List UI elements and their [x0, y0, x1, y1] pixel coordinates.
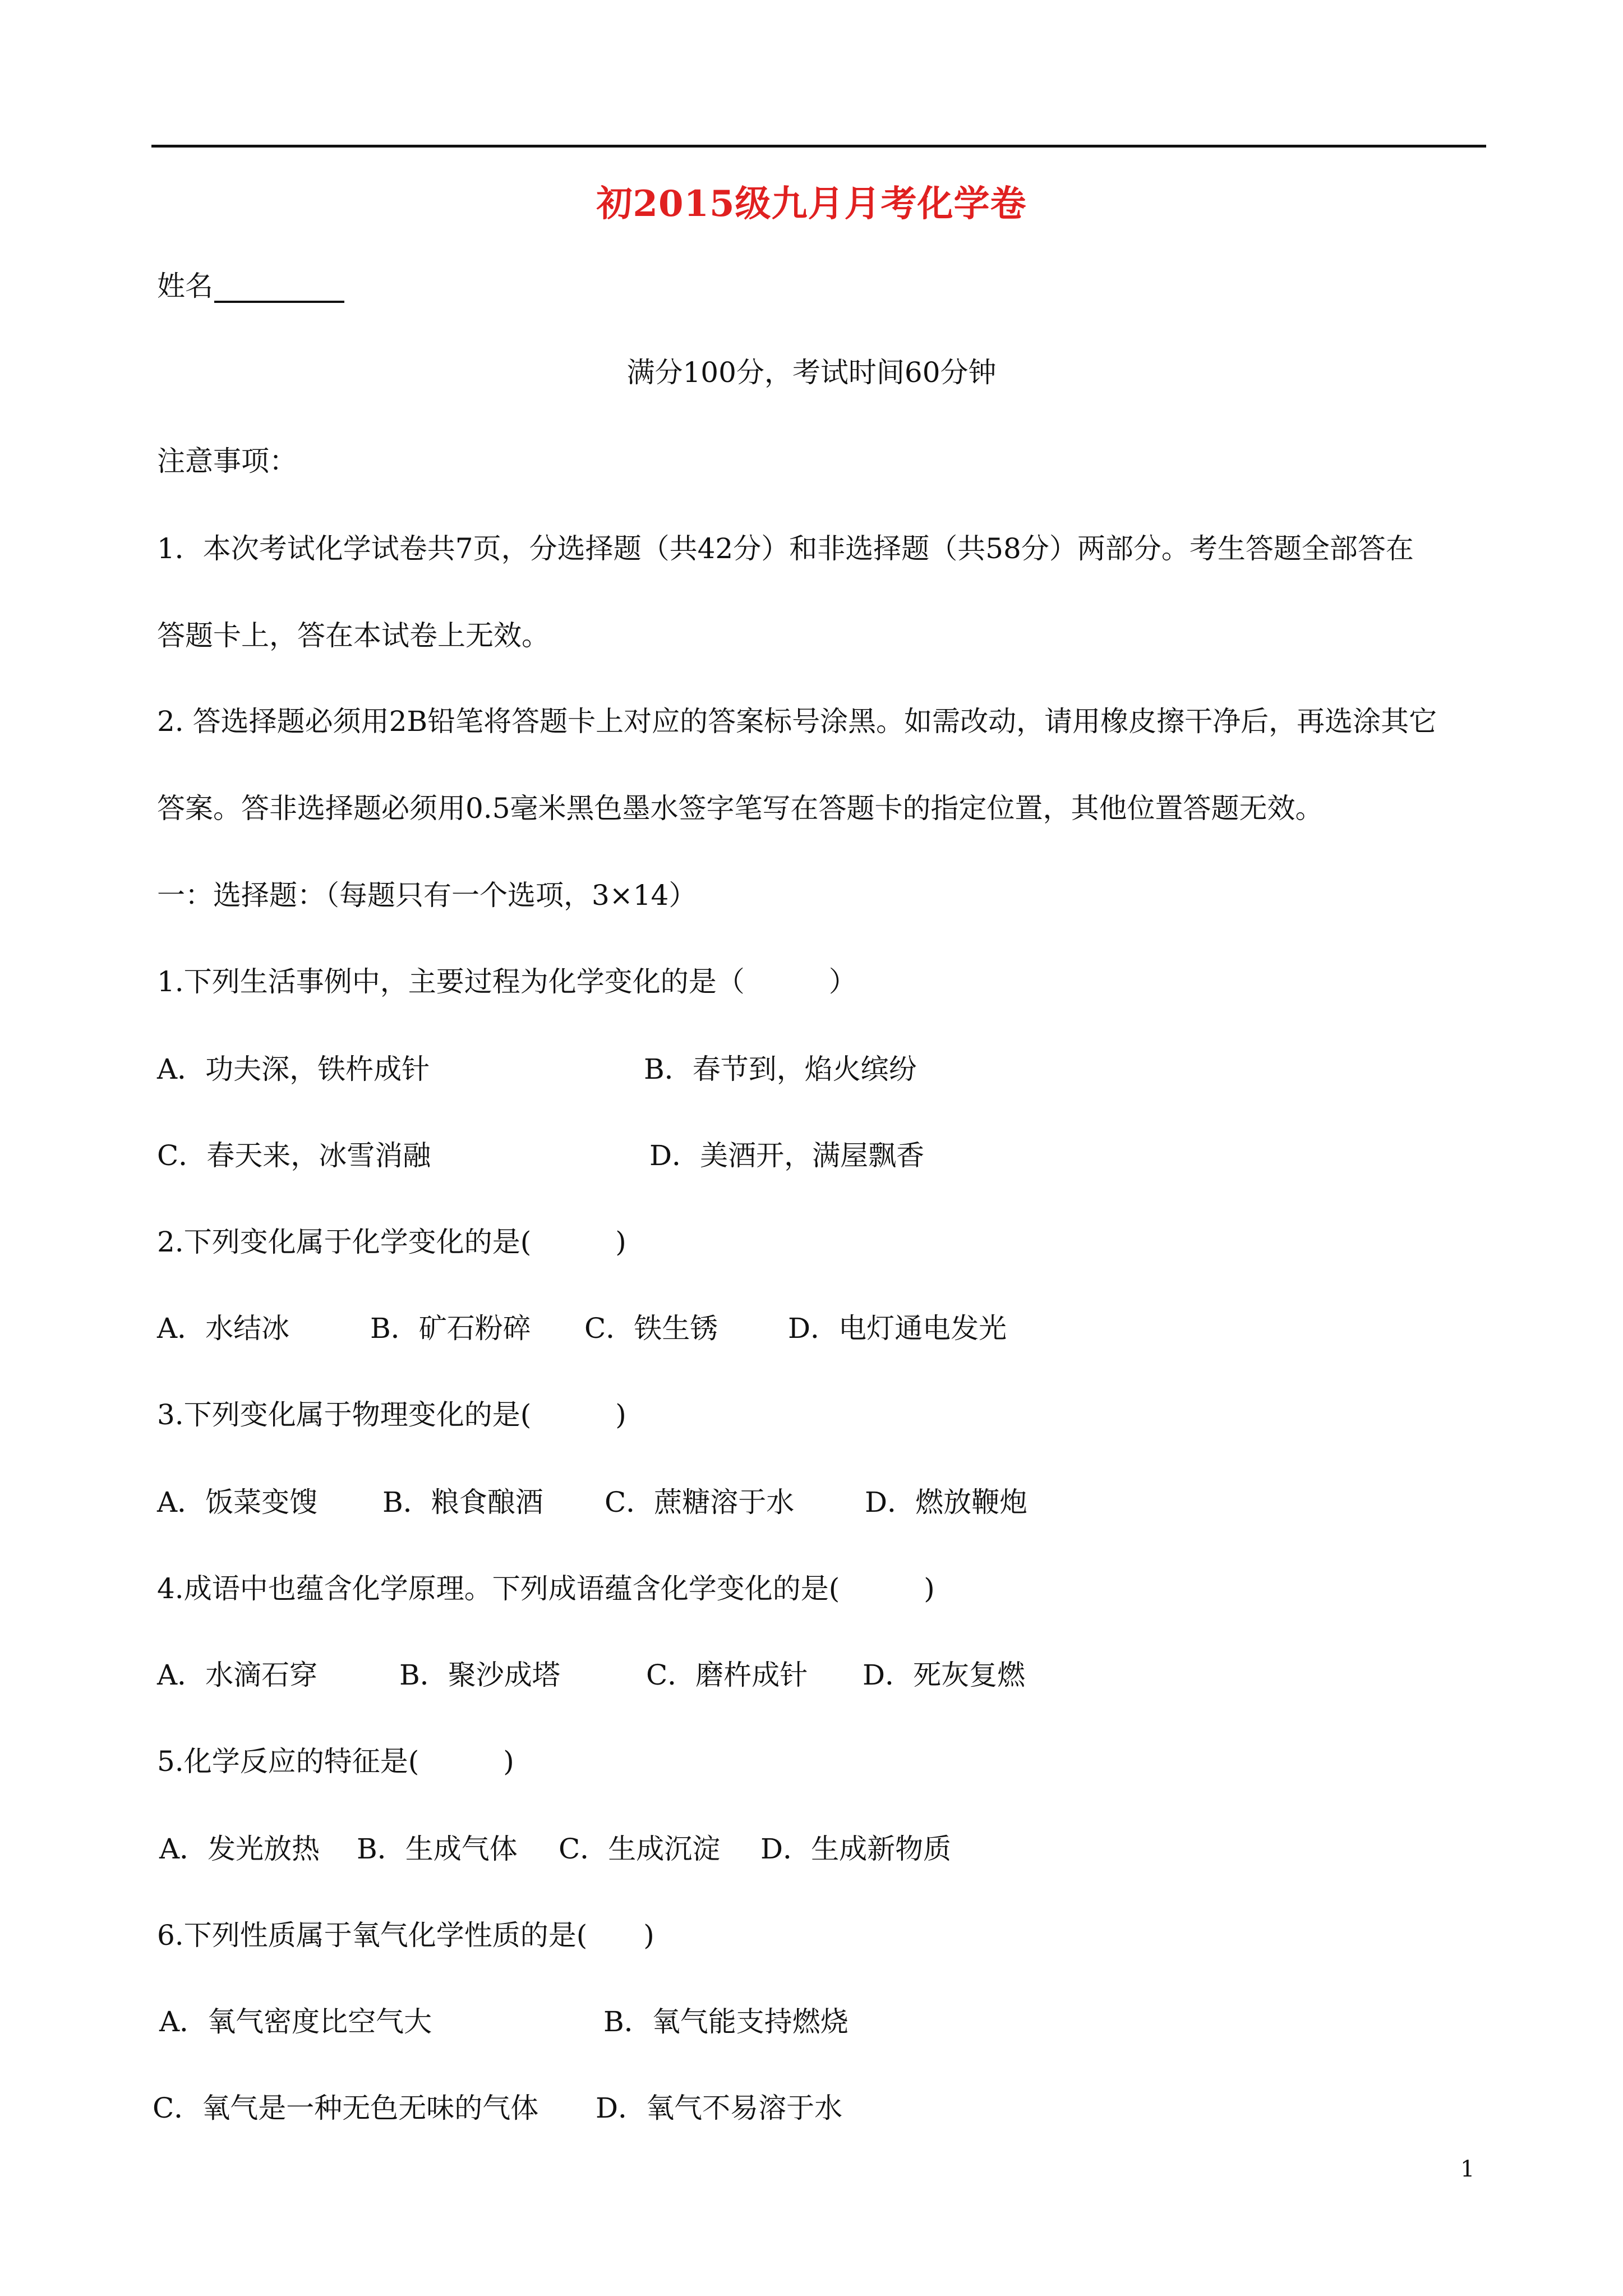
header-rule	[151, 145, 1486, 148]
question-option: D．美酒开，满屋飘香	[649, 1139, 925, 1172]
question-option: A．水滴石穿	[157, 1659, 318, 1691]
question-option: D．燃放鞭炮	[865, 1486, 1028, 1519]
section-heading: 一：选择题：（每题只有一个选项，3×14）	[157, 879, 697, 912]
name-label: 姓名	[157, 270, 213, 302]
exam-info: 满分100分，考试时间60分钟	[626, 356, 997, 389]
question-option: A．功夫深，铁杵成针	[157, 1053, 430, 1085]
question-stem: 1.下列生活事例中，主要过程为化学变化的是（ ）	[157, 965, 857, 998]
page-number: 1	[1460, 2156, 1475, 2182]
question-stem: 2.下列变化属于化学变化的是( )	[157, 1226, 626, 1258]
question-option: D．死灰复燃	[863, 1659, 1026, 1691]
question-option: A．饭菜变馊	[157, 1486, 318, 1519]
name-field	[157, 269, 344, 303]
question-option: B．氧气能支持燃烧	[603, 2005, 849, 2038]
question-option: B．生成气体	[357, 1833, 518, 1865]
question-option: B．粮食酿酒	[382, 1486, 543, 1519]
question-stem: 3.下列变化属于物理变化的是( )	[157, 1398, 626, 1431]
question-option: D．电灯通电发光	[788, 1312, 1007, 1345]
note-line: 答题卡上，答在本试卷上无效。	[157, 619, 550, 652]
question-option: C．春天来，冰雪消融	[157, 1139, 431, 1172]
notes-heading: 注意事项：	[157, 445, 297, 477]
question-stem: 4.成语中也蕴含化学原理。下列成语蕴含化学变化的是( )	[157, 1572, 935, 1605]
question-stem: 6.下列性质属于氧气化学性质的是( )	[157, 1919, 654, 1952]
question-option: B．春节到，焰火缤纷	[644, 1053, 917, 1085]
question-option: C．磨杵成针	[646, 1659, 808, 1691]
question-option: A．发光放热	[159, 1833, 320, 1865]
question-option: A．氧气密度比空气大	[159, 2005, 432, 2038]
question-stem: 5.化学反应的特征是( )	[157, 1745, 514, 1778]
question-option: A．水结冰	[157, 1312, 290, 1345]
name-blank-line	[214, 273, 344, 303]
question-option: C．铁生锈	[584, 1312, 718, 1345]
exam-title: 初2015级九月月考化学卷	[596, 183, 1027, 225]
note-line: 1．本次考试化学试卷共7页，分选择题（共42分）和非选择题（共58分）两部分。考生答题全部答在	[157, 532, 1414, 565]
note-line: 答案。答非选择题必须用0.5毫米黑色墨水签字笔写在答题卡的指定位置，其他位置答题无效。	[157, 792, 1324, 825]
question-option: B．矿石粉碎	[370, 1312, 531, 1345]
question-option: C．氧气是一种无色无味的气体	[153, 2092, 539, 2124]
question-option: D．氧气不易溶于水	[596, 2092, 843, 2124]
question-option: C．蔗糖溶于水	[605, 1486, 795, 1519]
note-line: 2. 答选择题必须用2B铅笔将答题卡上对应的答案标号涂黑。如需改动，请用橡皮擦干净后，再选涂其它	[157, 705, 1437, 738]
question-option: B．聚沙成塔	[399, 1659, 560, 1691]
question-option: C．生成沉淀	[559, 1833, 721, 1865]
question-option: D．生成新物质	[760, 1833, 952, 1865]
